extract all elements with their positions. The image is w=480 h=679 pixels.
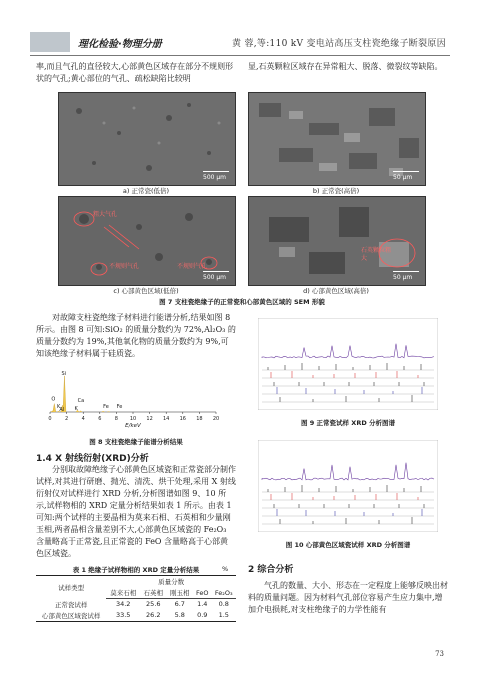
x-tick-label: 14 bbox=[163, 416, 170, 422]
scale-bar-b: 50 μm bbox=[393, 171, 419, 181]
table-row bbox=[36, 610, 236, 622]
table-cell: 1.4 bbox=[197, 600, 208, 609]
xrd-pattern-yellow bbox=[258, 440, 438, 532]
table-cell: 34.2 bbox=[115, 600, 131, 609]
figure-10-caption: 图 10 心部黄色区域瓷试样 XRD 分析图谱 bbox=[285, 541, 411, 549]
spectrum-peak bbox=[53, 404, 56, 412]
table-cell: 5.8 bbox=[167, 610, 193, 622]
x-tick-label: 0 bbox=[48, 416, 52, 422]
top-text-left: 率,而且气孔的直径较大,心部黄色区域存在部分不规则形状的气孔;黄心部位的气孔、疏松缺陷比较明 bbox=[36, 62, 234, 83]
xrd-frame bbox=[258, 318, 438, 410]
journal-brand: 理化检验·物理分册 bbox=[78, 39, 162, 50]
section-2-body: 气孔的数量、大小、形态在一定程度上能够反映出材料的质量问题。因为材料气孔部位容易产生应力集中,增加介电损耗,对支柱绝缘子的力学性能有 bbox=[248, 581, 448, 614]
x-axis-label: E/keV bbox=[125, 423, 141, 429]
figure-7-caption: 图 7 支柱瓷绝缘子的正常瓷和心部黄色区域的 SEM 形貌 bbox=[159, 298, 325, 306]
table-cell: 1.5 bbox=[212, 610, 236, 622]
table-cell: 正常瓷试样 bbox=[54, 600, 88, 609]
peak-label: Fe bbox=[116, 404, 123, 410]
xrd-plot-normal bbox=[258, 318, 438, 410]
x-tick-label: 4 bbox=[81, 416, 85, 422]
table-cell: 26.2 bbox=[140, 610, 166, 622]
peak-label: Ca bbox=[77, 398, 85, 404]
peak-label: K bbox=[74, 406, 78, 412]
section-2-heading: 2 综合分析 bbox=[248, 565, 294, 575]
note-irregular-pore-2: 不规则气孔 bbox=[177, 263, 208, 270]
table-cell: 25.6 bbox=[146, 600, 161, 609]
scale-bar-a: 500 μm bbox=[203, 171, 229, 181]
x-tick-label: 2 bbox=[65, 416, 69, 422]
figure-8-caption: 图 8 支柱瓷绝缘子能谱分析结果 bbox=[89, 438, 183, 446]
xrd-frame bbox=[258, 440, 438, 532]
table-1 bbox=[36, 575, 236, 622]
note-coarse-quartz-2: 大 bbox=[361, 255, 368, 262]
section-1-4-heading: 1.4 X 射线衍射(XRD)分析 bbox=[36, 454, 149, 464]
figure-9-caption: 图 9 正常瓷试样 XRD 分析图谱 bbox=[301, 419, 395, 427]
x-tick-label: 8 bbox=[114, 416, 118, 422]
caption-7a: a) 正常瓷(低倍) bbox=[122, 187, 170, 195]
table-row bbox=[36, 599, 236, 610]
table-header-sample: 试样类型 bbox=[36, 576, 106, 599]
spectrum-peak bbox=[102, 411, 105, 412]
table-cell: 33.5 bbox=[106, 610, 140, 622]
scale-bar-c: 500 μm bbox=[203, 271, 229, 281]
caption-7c: c) 心部黄色区域(低倍) bbox=[113, 287, 179, 295]
sem-image-d bbox=[248, 196, 426, 286]
header-rule bbox=[30, 55, 450, 56]
table-cell: 6.7 bbox=[174, 600, 185, 609]
page-header bbox=[0, 30, 480, 54]
table-header-corundum: 刚玉相 bbox=[167, 587, 193, 599]
table-1-unit: % bbox=[222, 565, 229, 573]
note-large-pore: 粗大气孔 bbox=[93, 211, 118, 218]
spectrum-peak bbox=[79, 411, 82, 412]
x-tick-label: 20 bbox=[212, 416, 220, 422]
caption-7d: d) 心部黄色区域(高倍) bbox=[303, 287, 369, 295]
xrd-plot-yellow bbox=[258, 440, 438, 532]
sem-image-c bbox=[58, 196, 236, 286]
note-irregular-pore-1: 不规则气孔 bbox=[109, 263, 140, 270]
table-cell: 0.8 bbox=[218, 600, 229, 609]
table-cell: 0.9 bbox=[193, 610, 212, 622]
x-tick-label: 16 bbox=[179, 416, 186, 422]
x-tick-label: 12 bbox=[146, 416, 153, 422]
scale-bar-d: 50 μm bbox=[393, 271, 419, 281]
sem-image-b bbox=[248, 92, 426, 186]
table-1-caption: 表 1 绝缘子试样物相的 XRD 定量分析结果 bbox=[72, 566, 200, 574]
x-tick-label: 6 bbox=[98, 416, 102, 422]
table-header-quartz: 石英相 bbox=[140, 587, 166, 599]
peak-label: Fe bbox=[103, 404, 109, 410]
x-tick-label: 18 bbox=[196, 416, 203, 422]
table-header-fe2o3: Fe₂O₃ bbox=[212, 587, 236, 599]
top-text-right: 显,石英颗粒区域存在异常粗大、脱落、微裂纹等缺陷。 bbox=[248, 62, 443, 71]
sem-image-a bbox=[58, 92, 236, 186]
peak-label: Si bbox=[61, 370, 67, 377]
peak-label: O bbox=[51, 396, 56, 403]
peak-label: Al bbox=[59, 407, 65, 414]
table-header-group: 质量分数 bbox=[106, 576, 236, 588]
note-coarse-quartz: 石英颗粒粗 bbox=[361, 247, 392, 254]
eds-plot-area bbox=[48, 371, 219, 429]
table-header-feo: FeO bbox=[193, 587, 212, 599]
x-tick-label: 10 bbox=[129, 416, 137, 422]
eds-spectrum-chart bbox=[36, 370, 236, 432]
running-title: 黄 蓉,等:110 kV 变电站高压支柱瓷绝缘子断裂原因 bbox=[231, 39, 446, 49]
table-header-mullite: 莫来石相 bbox=[106, 587, 140, 599]
caption-7b: b) 正常瓷(高倍) bbox=[312, 187, 360, 195]
section-1-4-body: 分别取故障绝缘子心部黄色区域瓷和正常瓷部分制作试样,对其进行研磨、抛光、清洗、烘干处理,采用 X 射线衍射仪对试样进行 XRD 分析,分析图谱如图 9、10 所示,试样物相的 XRD 定量分析结果如表 1 所示。由表 1 可知:两个试样的主要晶相为莫来石相、石英相和少量刚玉相,两者晶相含量差别不大,心部黄色区域瓷的 Fe₂O₃ 含量略高于正常瓷,且正常瓷的 FeO 含量略高于心部黄色区域瓷。 bbox=[36, 465, 236, 558]
journal-logo bbox=[30, 32, 180, 52]
eds-paragraph: 对故障支柱瓷绝缘子材料进行能谱分析,结果如图 8 所示。由图 8 可知:SiO₂ 的质量分数约为 72%,Al₂O₃ 的质量分数约为 19%,其他氧化物的质量分数约为 9%,可知该绝缘子材料属于硅质瓷。 bbox=[36, 313, 236, 358]
table-cell: 心部黄色区域瓷试样 bbox=[36, 610, 106, 622]
page-number: 73 bbox=[435, 650, 444, 658]
xrd-pattern-normal bbox=[258, 318, 438, 410]
logo-mark-icon bbox=[30, 32, 70, 52]
peak-label: K bbox=[56, 404, 61, 410]
